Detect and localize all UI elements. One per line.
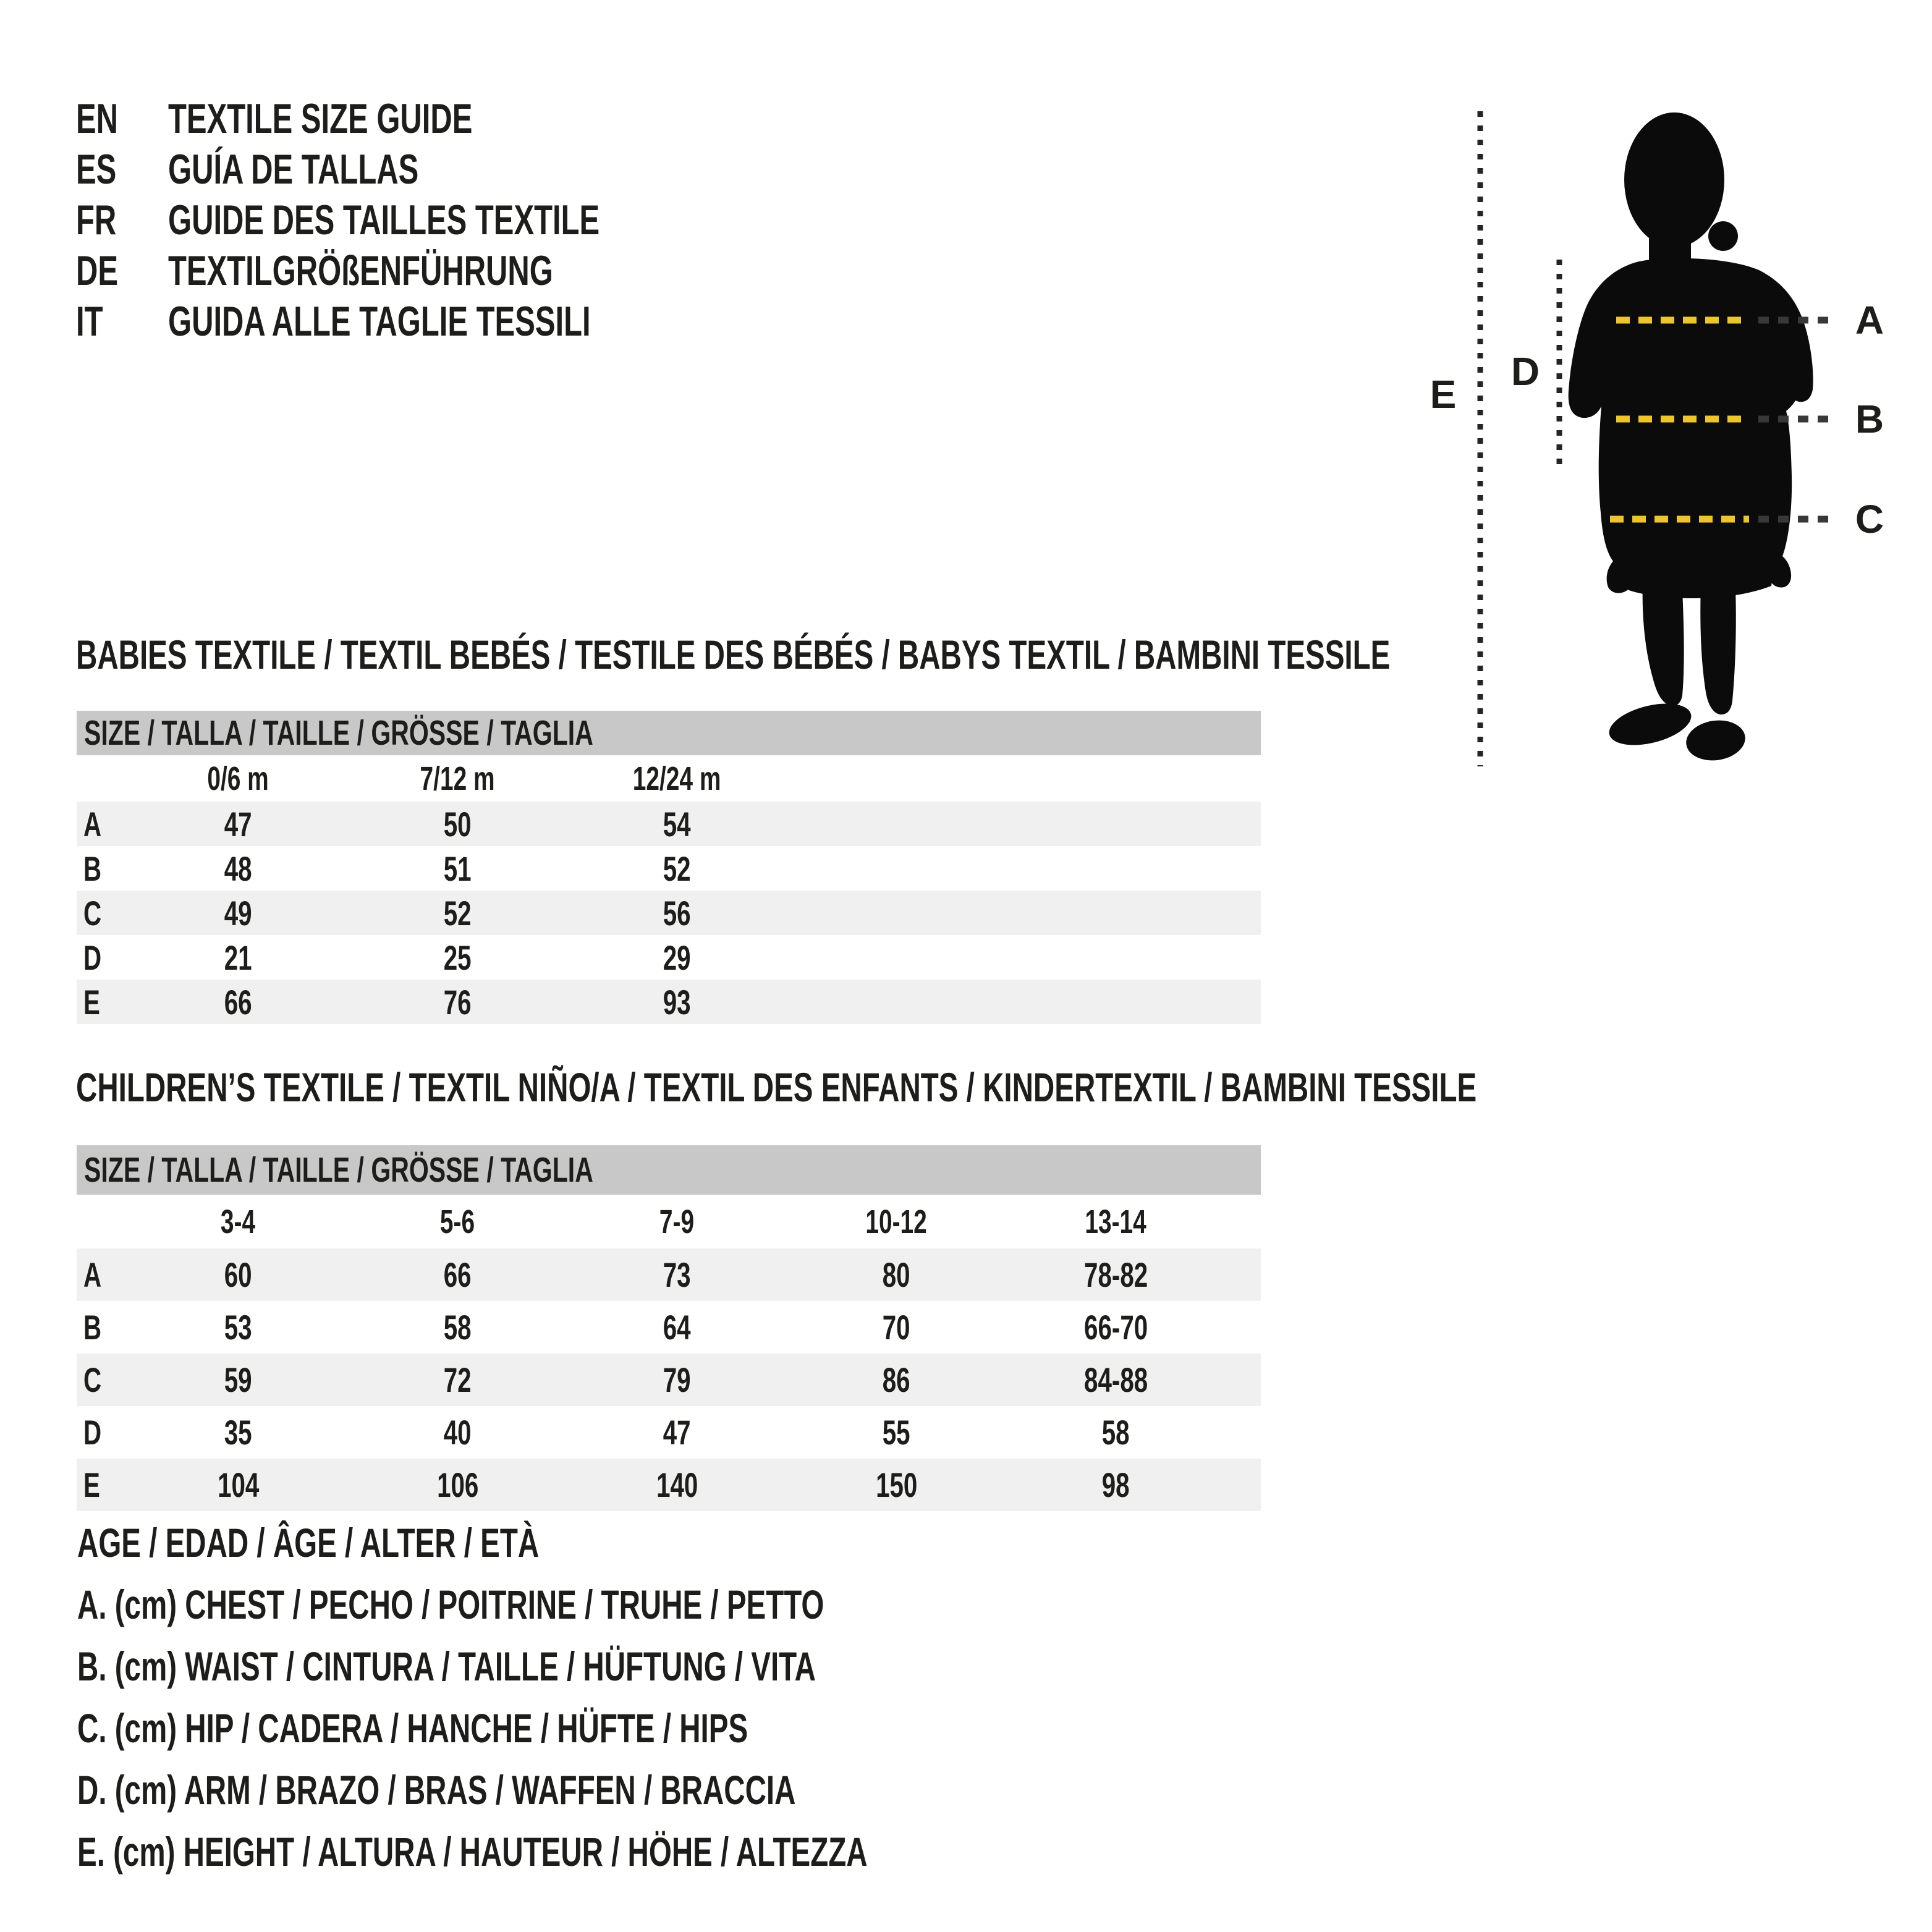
measurement-diagram — [1409, 74, 1928, 816]
cell: 106 — [436, 1465, 479, 1504]
row-label: D — [83, 1413, 102, 1452]
column-header: 12/24 m — [633, 760, 721, 797]
cell: 58 — [1102, 1413, 1130, 1452]
row-label: A — [83, 804, 102, 844]
column-header: 13-14 — [1085, 1203, 1147, 1240]
language-row-it — [76, 296, 768, 347]
cell: 84-88 — [1083, 1360, 1148, 1399]
cell: 54 — [663, 804, 691, 844]
measure-label-a: A — [1855, 298, 1884, 342]
cell: 47 — [224, 804, 252, 844]
silhouette-right-shoe — [1684, 717, 1748, 765]
cell: 21 — [224, 938, 252, 977]
cell: 104 — [217, 1465, 260, 1504]
babies-size-table — [77, 711, 1261, 1024]
cell: 47 — [663, 1413, 691, 1452]
language-code: ES — [76, 146, 117, 193]
silhouette-ear — [1708, 221, 1738, 251]
row-label: C — [83, 1360, 102, 1399]
language-code: EN — [76, 95, 119, 142]
legend-line-hip: C. (cm) HIP / CADERA / HANCHE / HÜFTE / HIPS — [77, 1705, 748, 1751]
column-header: 5-6 — [440, 1203, 475, 1240]
table-row — [77, 1301, 1261, 1354]
language-code: DE — [76, 247, 119, 294]
table-row — [77, 980, 1261, 1024]
silhouette-torso — [1569, 258, 1813, 593]
table-row — [77, 935, 1261, 980]
measure-label-d: D — [1510, 349, 1540, 394]
children-column-header-row — [77, 1195, 1261, 1248]
cell: 86 — [883, 1360, 910, 1399]
cell: 150 — [875, 1465, 918, 1504]
cell: 73 — [663, 1255, 691, 1294]
language-title: TEXTILGRÖßENFÜHRUNG — [168, 247, 553, 294]
cell: 59 — [224, 1360, 252, 1399]
language-code: IT — [76, 298, 103, 345]
language-row-de — [76, 245, 768, 296]
language-row-en — [76, 93, 768, 144]
cell: 70 — [883, 1308, 910, 1347]
cell: 58 — [444, 1308, 472, 1347]
language-title: GUIDE DES TAILLES TEXTILE — [168, 197, 600, 244]
row-label: A — [83, 1255, 102, 1294]
table-row — [77, 846, 1261, 891]
legend-line-chest: A. (cm) CHEST / PECHO / POITRINE / TRUHE / PETTO — [77, 1582, 824, 1627]
cell: 55 — [883, 1413, 910, 1452]
table-row — [77, 1354, 1261, 1406]
cell: 52 — [444, 893, 472, 933]
cell: 25 — [444, 938, 472, 977]
cell: 50 — [444, 804, 472, 844]
cell: 78-82 — [1083, 1255, 1148, 1294]
table-row — [77, 1406, 1261, 1459]
cell: 80 — [883, 1255, 910, 1294]
row-label: B — [83, 1308, 102, 1347]
language-row-fr — [76, 195, 768, 245]
cell: 93 — [663, 982, 691, 1022]
language-title: GUÍA DE TALLAS — [168, 146, 419, 193]
language-list — [76, 93, 768, 347]
measure-label-c: C — [1855, 497, 1884, 541]
babies-column-header-row — [77, 755, 1261, 802]
cell: 53 — [224, 1308, 252, 1347]
child-silhouette-figure — [1409, 74, 1928, 816]
row-label: E — [83, 982, 100, 1022]
cell: 40 — [444, 1413, 472, 1452]
language-title: GUIDA ALLE TAGLIE TESSILI — [168, 298, 591, 345]
babies-section-heading: BABIES TEXTILE / TEXTIL BEBÉS / TESTILE DES BÉBÉS / BABYS TEXTIL / BAMBINI TESSILE — [76, 632, 1391, 677]
legend-line-age: AGE / EDAD / ÂGE / ALTER / ETÀ — [77, 1520, 540, 1566]
cell: 56 — [663, 893, 691, 933]
cell: 76 — [444, 982, 472, 1022]
column-header: 7-9 — [659, 1203, 695, 1240]
column-header: 10-12 — [865, 1203, 928, 1240]
babies-size-bar: SIZE / TALLA / TAILLE / GRÖSSE / TAGLIA — [77, 711, 1261, 755]
cell: 48 — [224, 849, 252, 888]
measure-label-b: B — [1855, 397, 1884, 441]
cell: 66 — [444, 1255, 472, 1294]
measure-label-e: E — [1430, 372, 1457, 417]
measurement-legend — [77, 1512, 1175, 1883]
children-size-table — [77, 1145, 1261, 1511]
language-title: TEXTILE SIZE GUIDE — [168, 95, 473, 142]
cell: 29 — [663, 938, 691, 977]
cell: 64 — [663, 1308, 691, 1347]
children-section-heading: CHILDREN’S TEXTILE / TEXTIL NIÑO/A / TEXTIL DES ENFANTS / KINDERTEXTIL / BAMBINI TESSILE — [76, 1064, 1477, 1110]
cell: 98 — [1102, 1465, 1130, 1504]
language-row-es — [76, 144, 768, 195]
cell: 72 — [444, 1360, 472, 1399]
table-row — [77, 1459, 1261, 1511]
table-row — [77, 1248, 1261, 1301]
row-label: E — [83, 1465, 100, 1504]
cell: 66 — [224, 982, 252, 1022]
silhouette-left-shoe — [1605, 696, 1695, 752]
legend-line-height: E. (cm) HEIGHT / ALTURA / HAUTEUR / HÖHE / ALTEZZA — [77, 1829, 868, 1875]
cell: 140 — [656, 1465, 698, 1504]
column-header: 3-4 — [221, 1203, 256, 1240]
cell: 60 — [224, 1255, 252, 1294]
column-header: 0/6 m — [207, 760, 269, 797]
legend-line-waist: B. (cm) WAIST / CINTURA / TAILLE / HÜFTUNG / VITA — [77, 1643, 816, 1689]
row-label: C — [83, 893, 102, 933]
cell: 66-70 — [1083, 1308, 1148, 1347]
table-row — [77, 891, 1261, 935]
row-label: B — [83, 849, 102, 888]
language-code: FR — [76, 197, 117, 244]
cell: 35 — [224, 1413, 252, 1452]
column-header: 7/12 m — [420, 760, 496, 797]
table-row — [77, 802, 1261, 846]
cell: 49 — [224, 893, 252, 933]
children-size-bar: SIZE / TALLA / TAILLE / GRÖSSE / TAGLIA — [77, 1145, 1261, 1195]
legend-line-arm: D. (cm) ARM / BRAZO / BRAS / WAFFEN / BRACCIA — [77, 1767, 796, 1813]
cell: 51 — [444, 849, 472, 888]
row-label: D — [83, 938, 102, 977]
cell: 79 — [663, 1360, 691, 1399]
cell: 52 — [663, 849, 691, 888]
